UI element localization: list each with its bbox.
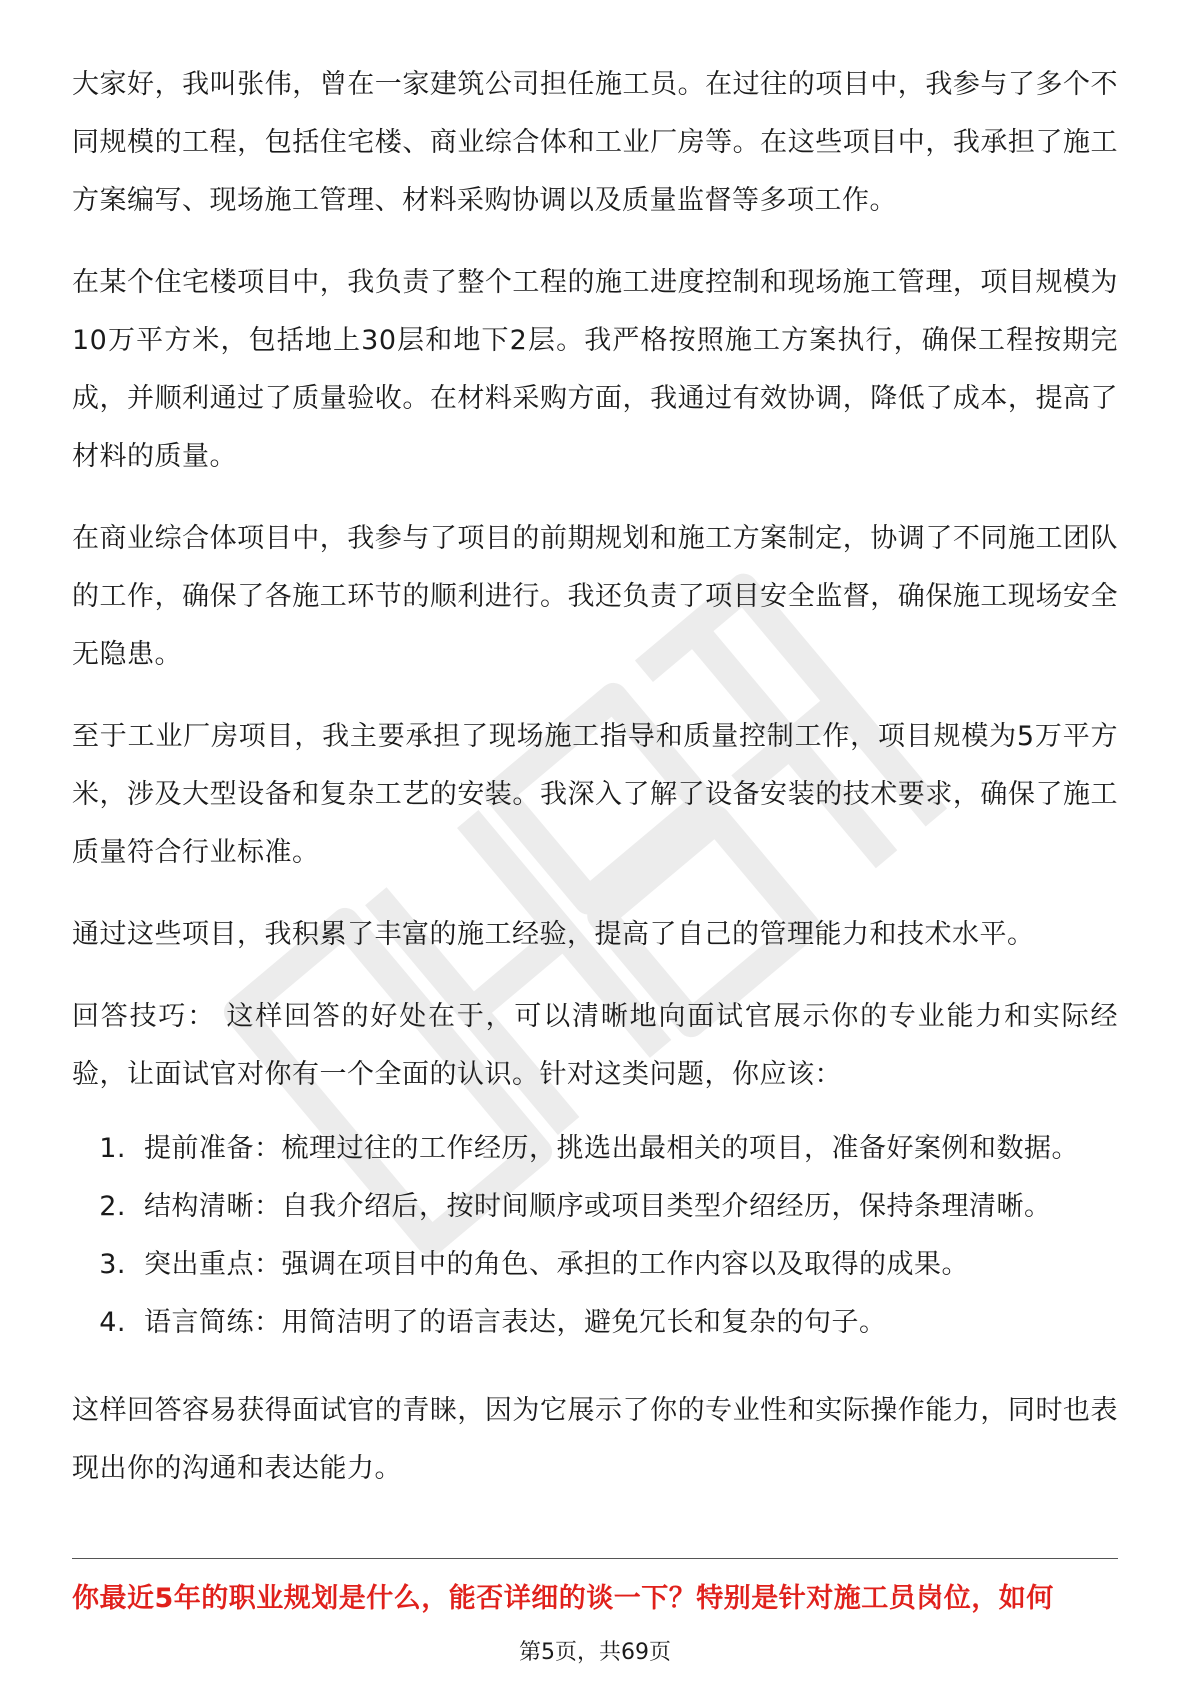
document-body — [72, 56, 1118, 1522]
list-item — [72, 1178, 1118, 1236]
list-item-text: 提前准备：梳理过往的工作经历，挑选出最相关的项目，准备好案例和数据。 — [144, 1133, 1079, 1164]
paragraph-residential-project: 在某个住宅楼项目中，我负责了整个工程的施工进度控制和现场施工管理，项目规模为10万平方米，包括地上30层和地下2层。我严格按照施工方案执行，确保工程按期完成，并顺利通过了质量验收。在材料采购方面，我通过有效协调，降低了成本，提高了材料的质量。 — [72, 267, 1118, 472]
next-question-heading: 你最近5年的职业规划是什么，能否详细的谈一下？特别是针对施工员岗位，如何 — [72, 1583, 1054, 1614]
tips-intro: 回答技巧： 这样回答的好处在于，可以清晰地向面试官展示你的专业能力和实际经验，让面试官对你有一个全面的认识。针对这类问题，你应该： — [72, 1001, 1118, 1090]
list-item-text: 结构清晰：自我介绍后，按时间顺序或项目类型介绍经历，保持条理清晰。 — [144, 1191, 1052, 1222]
page-number: 第5页，共69页 — [519, 1640, 671, 1665]
tips-list — [72, 1120, 1118, 1352]
list-item — [72, 1236, 1118, 1294]
list-item-number: 1. — [99, 1133, 126, 1164]
list-item-number: 2. — [99, 1191, 126, 1222]
list-item — [72, 1294, 1118, 1352]
list-item-text: 突出重点：强调在项目中的角色、承担的工作内容以及取得的成果。 — [144, 1249, 969, 1280]
list-item-text: 语言简练：用简洁明了的语言表达，避免冗长和复杂的句子。 — [144, 1307, 887, 1338]
list-item-number: 3. — [99, 1249, 126, 1280]
paragraph-intro: 大家好，我叫张伟，曾在一家建筑公司担任施工员。在过往的项目中，我参与了多个不同规模的工程，包括住宅楼、商业综合体和工业厂房等。在这些项目中，我承担了施工方案编写、现场施工管理、材料采购协调以及质量监督等多项工作。 — [72, 69, 1118, 216]
paragraph-industrial-project: 至于工业厂房项目，我主要承担了现场施工指导和质量控制工作，项目规模为5万平方米，涉及大型设备和复杂工艺的安装。我深入了解了设备安装的技术要求，确保了施工质量符合行业标准。 — [72, 721, 1118, 868]
paragraph-summary: 通过这些项目，我积累了丰富的施工经验，提高了自己的管理能力和技术水平。 — [72, 919, 1035, 950]
list-item — [72, 1120, 1118, 1178]
section-divider — [72, 1558, 1118, 1559]
list-item-number: 4. — [99, 1307, 126, 1338]
paragraph-conclusion: 这样回答容易获得面试官的青睐，因为它展示了你的专业性和实际操作能力，同时也表现出你的沟通和表达能力。 — [72, 1395, 1118, 1484]
paragraph-commercial-project: 在商业综合体项目中，我参与了项目的前期规划和施工方案制定，协调了不同施工团队的工作，确保了各施工环节的顺利进行。我还负责了项目安全监督，确保施工现场安全无隐患。 — [72, 523, 1118, 670]
